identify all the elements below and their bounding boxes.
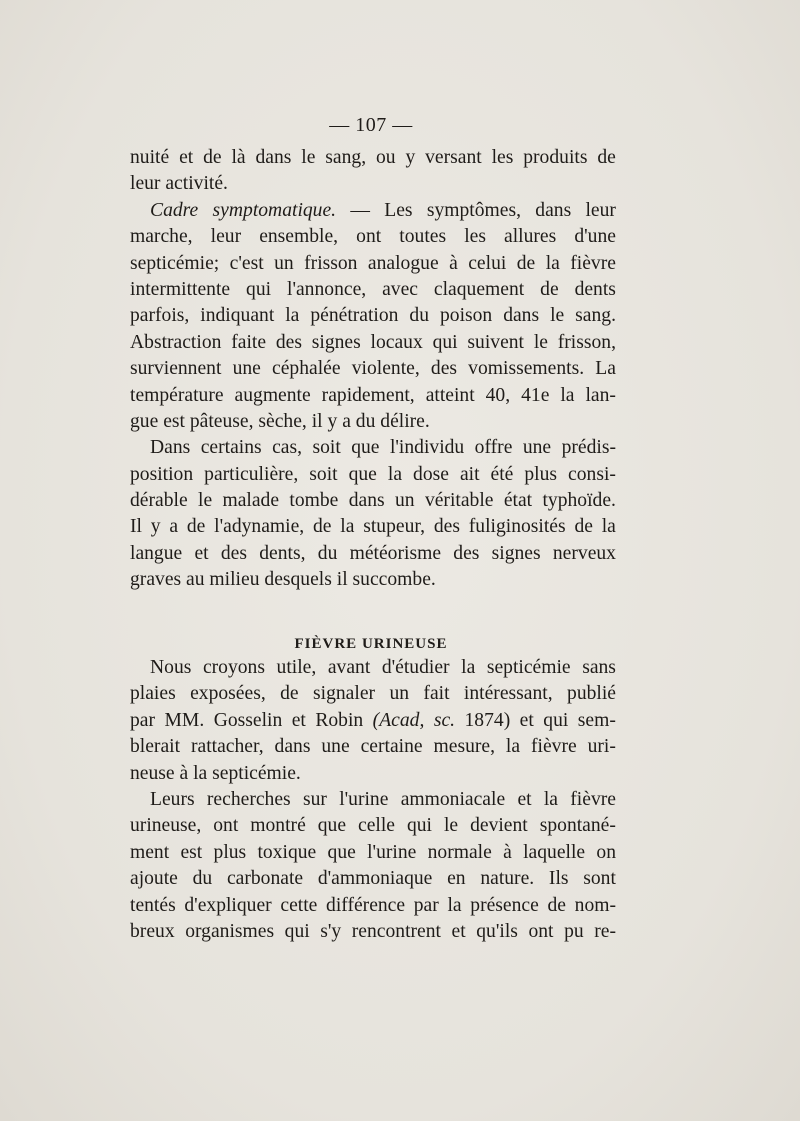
text-line: gue est pâteuse, sèche, il y a du délire. bbox=[130, 410, 430, 432]
text-line: leur activité. bbox=[130, 173, 228, 195]
text-line: langue et des dents, du météorisme des signes nerveux bbox=[130, 542, 616, 564]
text-line: ajoute du carbonate d'ammoniaque en nature. Ils sont bbox=[130, 868, 616, 890]
text-line: dérable le malade tombe dans un véritable état typhoïde. bbox=[130, 490, 616, 512]
text-line: température augmente rapidement, atteint 40, 41e la lan- bbox=[130, 384, 616, 406]
text-line: blerait rattacher, dans une certaine mesure, la fièvre uri- bbox=[130, 736, 616, 758]
text-line: surviennent une céphalée violente, des vomissements. La bbox=[130, 358, 616, 380]
text-line: parfois, indiquant la pénétration du poison dans le sang. bbox=[130, 305, 616, 327]
text-line: septicémie; c'est un frisson analogue à celui de la fièvre bbox=[130, 252, 616, 274]
text-line: Dans certains cas, soit que l'individu offre une prédis- bbox=[150, 437, 616, 459]
text-line: neuse à la septicémie. bbox=[130, 762, 301, 784]
page-number: — 107 — bbox=[329, 114, 413, 136]
text-line: Cadre symptomatique. — Les symptômes, dans leur bbox=[150, 199, 616, 221]
text-line: Nous croyons utile, avant d'étudier la septicémie sans bbox=[150, 657, 616, 678]
text-line: Il y a de l'adynamie, de la stupeur, des fuliginosités de la bbox=[130, 516, 616, 538]
text-line: urineuse, ont montré que celle qui le devient spontané- bbox=[130, 815, 616, 837]
section-heading: FIÈVRE URINEUSE bbox=[294, 636, 448, 652]
text-line: position particulière, soit que la dose ait été plus consi- bbox=[130, 463, 616, 485]
text-line: Abstraction faite des signes locaux qui suivent le frisson, bbox=[130, 331, 616, 353]
text-line: plaies exposées, de signaler un fait intéressant, publié bbox=[130, 683, 616, 705]
text-line: graves au milieu desquels il succombe. bbox=[130, 569, 436, 591]
text-line: par MM. Gosselin et Robin (Acad, sc. 1874) et qui sem- bbox=[130, 709, 616, 731]
body-text-lower bbox=[130, 655, 616, 945]
text-line: Leurs recherches sur l'urine ammoniacale et la fièvre bbox=[150, 788, 616, 810]
text-line: marche, leur ensemble, ont toutes les allures d'une bbox=[130, 226, 616, 248]
body-text-upper bbox=[130, 145, 616, 594]
text-line: breux organismes qui s'y rencontrent et qu'ils ont pu re- bbox=[130, 920, 616, 942]
text-line: tentés d'expliquer cette différence par la présence de nom- bbox=[130, 894, 616, 916]
text-line: nuité et de là dans le sang, ou y versant les produits de bbox=[130, 147, 616, 168]
text-line: intermittente qui l'annonce, avec claquement de dents bbox=[130, 278, 616, 300]
text-line: ment est plus toxique que l'urine normale à laquelle on bbox=[130, 841, 616, 863]
